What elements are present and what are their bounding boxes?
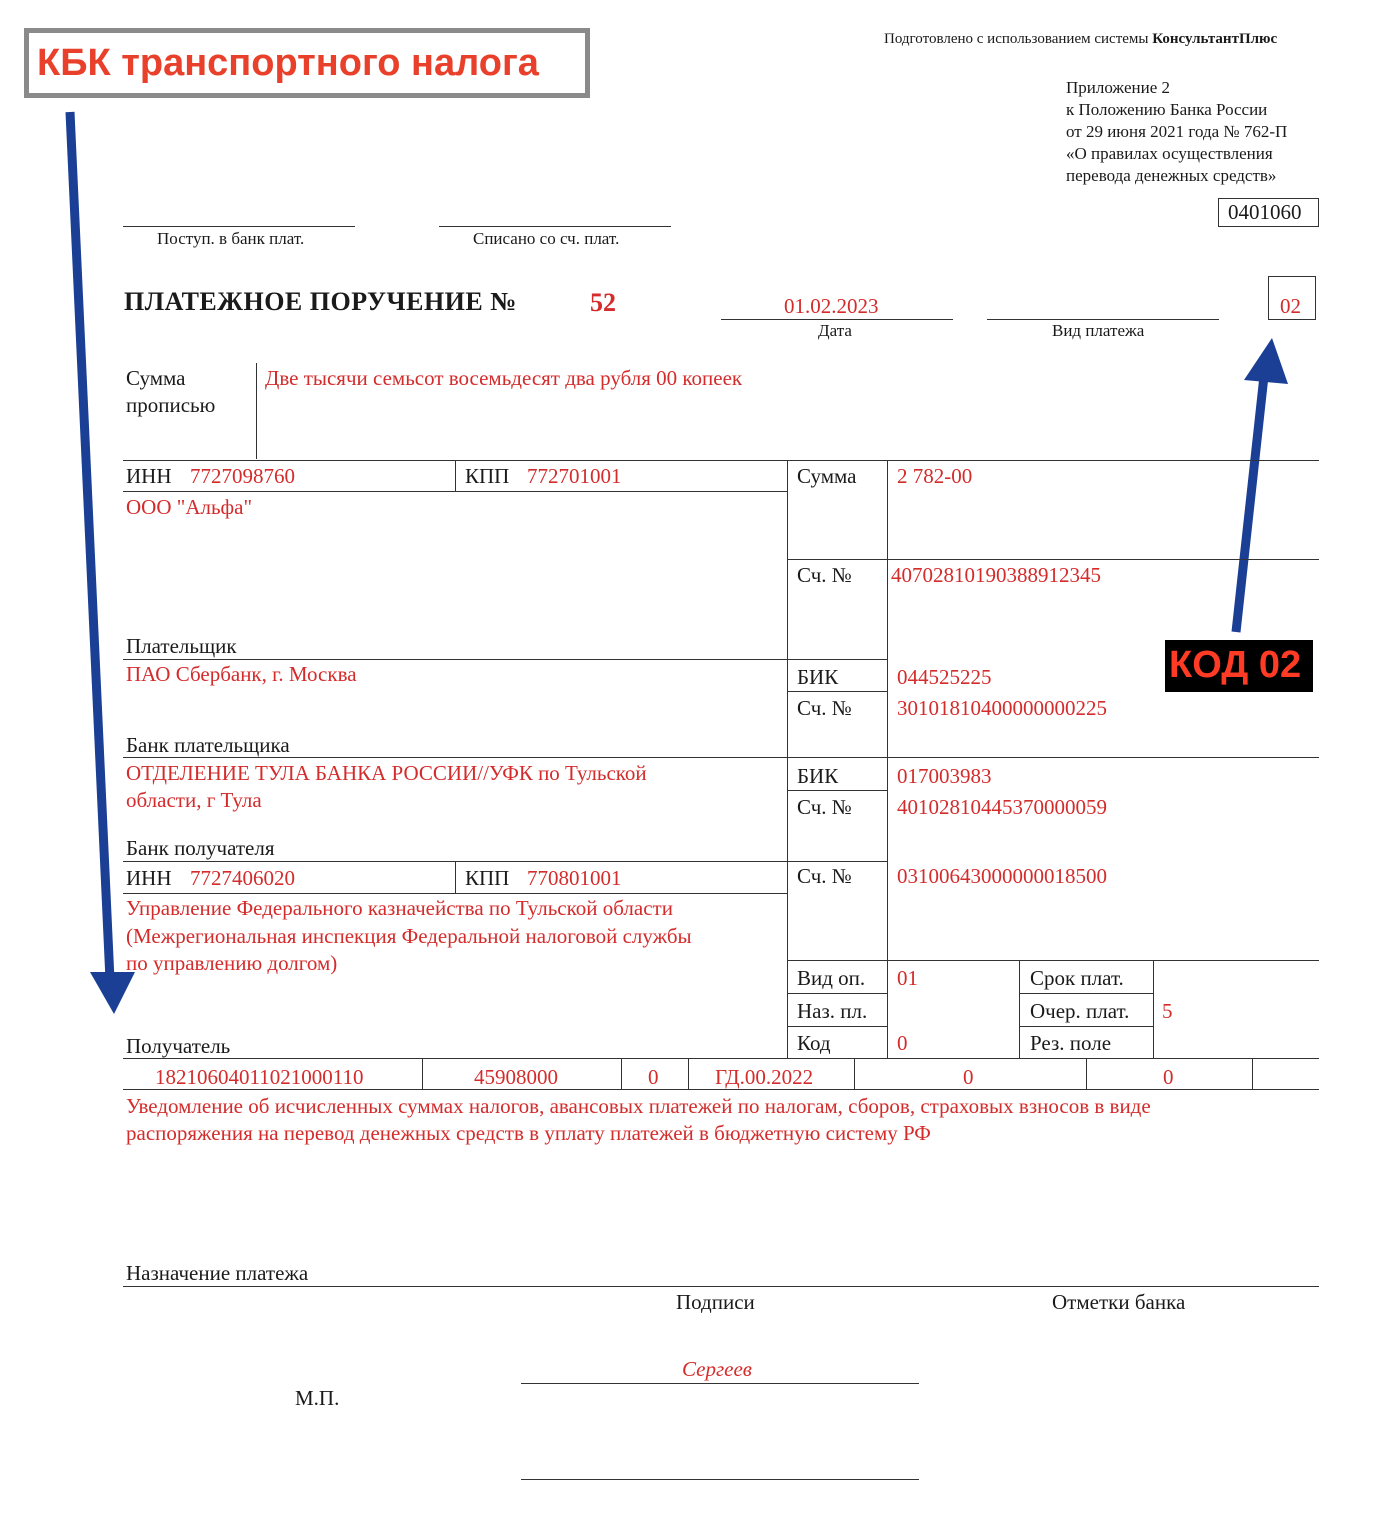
grid-line [123,659,887,660]
reserve-label: Рез. поле [1030,1031,1112,1055]
order-title: ПЛАТЕЖНОЕ ПОРУЧЕНИЕ № [124,287,517,316]
payer-inn: 7727098760 [190,464,295,488]
payee-name-1: Управление Федерального казначейства по Тульской области [126,896,673,920]
grid-line [1086,1058,1087,1089]
grid-line [787,993,887,994]
form-code-box [1218,198,1319,227]
grid-line [887,460,888,1058]
payer-inn-label: ИНН [126,464,172,488]
due-date-label: Срок плат. [1030,966,1124,990]
grid-line [621,1058,622,1089]
signature-line-1 [521,1383,919,1384]
order-date: 01.02.2023 [784,294,879,318]
code-arrow-head [1244,338,1288,384]
grid-line [854,1058,855,1089]
grid-line [787,960,1319,961]
payer-bank-label: Банк плательщика [126,733,290,757]
appendix-line: Приложение 2 [1066,78,1170,97]
code-02-badge [1165,640,1313,692]
payer-name: ООО "Альфа" [126,495,253,519]
payee-account-label: Сч. № [797,864,852,888]
priority: 5 [1162,999,1173,1023]
purpose-label: Назначение платежа [126,1261,309,1285]
payer-bank-account: 30101810400000000225 [897,696,1107,720]
payer-kpp: 772701001 [527,464,622,488]
prepared-prefix: Подготовлено с использованием системы [884,31,1153,47]
basis-value: 0 [648,1065,659,1089]
payer-account: 40702810190388912345 [891,563,1101,587]
grid-line [1252,1058,1253,1089]
payee-kpp: 770801001 [527,866,622,890]
grid-line [787,460,788,1058]
grid-line [787,790,887,791]
status-code: 02 [1280,294,1301,318]
grid-line [123,460,1319,461]
payee-bank-account: 40102810445370000059 [897,795,1107,819]
debited-label: Списано со сч. плат. [473,229,620,248]
grid-line [455,861,456,893]
amount-words-label-2: прописью [126,393,216,417]
op-type-label: Вид оп. [797,966,866,990]
payee-bank-name-1: ОТДЕЛЕНИЕ ТУЛА БАНКА РОССИИ//УФК по Тульской [126,761,647,785]
payer-label: Плательщик [126,634,237,658]
payment-type-line [987,319,1219,320]
oktmo-value: 45908000 [474,1065,558,1089]
prepared-note [884,31,1277,48]
payer-bank-account-label: Сч. № [797,696,852,720]
grid-line [123,757,1319,758]
op-type: 01 [897,966,918,990]
appendix-line: перевода денежных средств» [1066,166,1277,185]
payee-inn-label: ИНН [126,866,172,890]
payer-kpp-label: КПП [465,464,510,488]
payee-name-2: (Межрегиональная инспекция Федеральной налоговой службы [126,924,692,948]
amount-value: 2 782-00 [897,464,973,488]
payee-account: 03100643000000018500 [897,864,1107,888]
grid-line [123,893,787,894]
kbk-arrow-line [70,112,110,980]
grid-line [422,1058,423,1089]
grid-line [787,691,887,692]
grid-line [455,460,456,491]
purpose-text-1: Уведомление об исчисленных суммах налогов, авансовых платежей по налогам, сборов, страховых взносов в виде [126,1094,1151,1118]
order-number: 52 [590,288,616,317]
grid-line [123,1058,1319,1059]
grid-line [1153,960,1154,1058]
payee-name-3: по управлению долгом) [126,951,338,975]
purpose-text-2: распоряжения на перевод денежных средств в уплату платежей в бюджетную систему РФ [126,1121,931,1145]
purpose-line [123,1286,1319,1287]
appendix-line: к Положению Банка России [1066,100,1268,119]
purpose-code-label: Наз. пл. [797,999,868,1023]
received-label: Поступ. в банк плат. [157,229,305,248]
code-value: 0 [897,1031,908,1055]
doc-number-value: 0 [963,1065,974,1089]
amount-words-label-1: Сумма [126,366,186,390]
code-02-text: КОД 02 [1169,644,1302,686]
grid-line [787,559,1319,560]
appendix-line: от 29 июня 2021 года № 762-П [1066,122,1288,141]
payee-bank-name-2: области, г Тула [126,788,262,812]
kbk-value: 18210604011021000110 [155,1065,364,1089]
payer-bank-name: ПАО Сбербанк, г. Москва [126,662,357,686]
payee-bank-bik-label: БИК [797,764,839,788]
payee-kpp-label: КПП [465,866,510,890]
appendix-block [1066,77,1287,187]
bank-marks-label: Отметки банка [1052,1290,1186,1314]
amount-words-divider [256,363,257,459]
signature-line-2 [521,1479,919,1480]
payer-account-label: Сч. № [797,563,852,587]
tax-period-value: ГД.00.2022 [715,1065,814,1089]
payee-bank-label: Банк получателя [126,836,275,860]
grid-line [787,1026,887,1027]
grid-line [1019,1026,1153,1027]
appendix-line: «О правилах осуществления [1066,144,1273,163]
signatures-label: Подписи [676,1290,755,1314]
kbk-title-text: КБК транспортного налога [37,42,539,84]
stamp-label: М.П. [295,1386,340,1410]
payee-bank-bik: 017003983 [897,764,992,788]
amount-label: Сумма [797,464,857,488]
amount-words-value: Две тысячи семьсот восемьдесят два рубля 00 копеек [265,366,743,390]
received-line [123,226,355,227]
status-code-box [1268,276,1316,320]
form-code: 0401060 [1228,200,1302,224]
grid-line [1019,960,1020,1058]
doc-date-value: 0 [1163,1065,1174,1089]
grid-line [1019,993,1153,994]
code-arrow-line [1236,376,1264,632]
signer-name: Сергеев [682,1357,752,1381]
priority-label: Очер. плат. [1030,999,1130,1023]
date-line [721,319,953,320]
kbk-arrow-head [90,972,135,1014]
payee-label: Получатель [126,1034,231,1058]
date-label: Дата [818,321,852,340]
prepared-brand: КонсультантПлюс [1152,31,1278,47]
payer-bank-bik-label: БИК [797,665,839,689]
payee-inn: 7727406020 [190,866,295,890]
payee-bank-account-label: Сч. № [797,795,852,819]
code-label: Код [797,1031,831,1055]
debited-line [439,226,671,227]
grid-line [688,1058,689,1089]
grid-line [123,861,887,862]
grid-line [123,491,787,492]
payer-bank-bik: 044525225 [897,665,992,689]
payment-type-label: Вид платежа [1052,321,1145,340]
